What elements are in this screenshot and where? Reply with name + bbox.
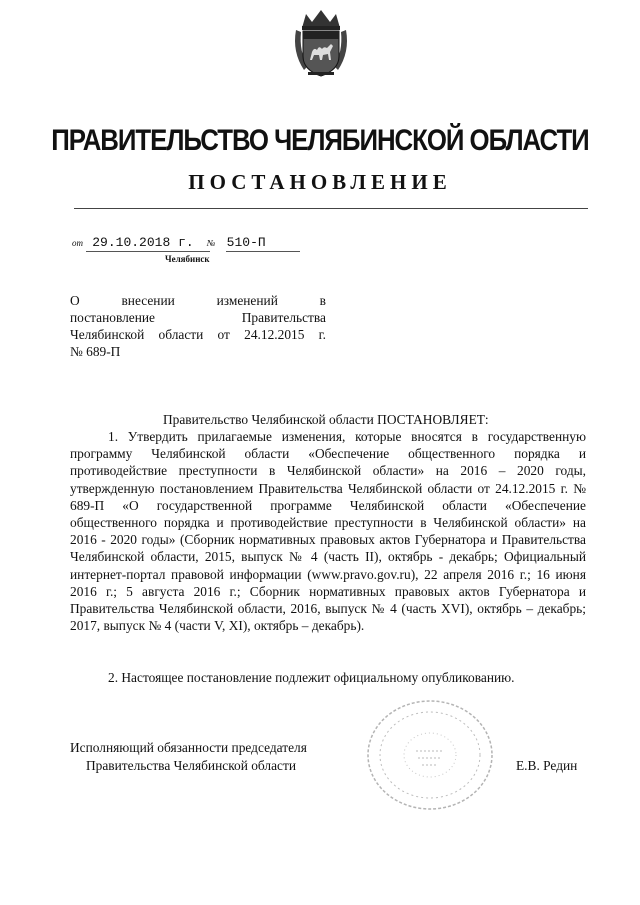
date-label: от — [72, 238, 83, 248]
number-label: № — [206, 238, 216, 248]
number-underline — [226, 251, 300, 252]
date-underline — [86, 251, 210, 252]
resolution-body — [70, 428, 586, 634]
signatory-title-line-2: Правительства Челябинской области — [86, 758, 296, 773]
date-number-line — [72, 234, 266, 250]
coat-of-arms-emblem — [290, 8, 352, 80]
city-name: Челябинск — [165, 254, 210, 264]
document-date: 29.10.2018 г. — [92, 235, 194, 250]
paragraph-2: 2. Настоящее постановление подлежит официальному опубликованию. — [108, 670, 515, 685]
subject-line: постановление Правительства — [70, 310, 326, 325]
resolution-preamble: Правительство Челябинской области ПОСТАНОВЛЯЕТ: — [163, 412, 489, 427]
document-number: 510-П — [226, 235, 266, 250]
document-type-title: ПОСТАНОВЛЕНИЕ — [188, 170, 452, 194]
subject-line: № 689-П — [70, 344, 121, 359]
document-subject — [70, 292, 326, 360]
signatory-name: Е.В. Редин — [516, 758, 578, 773]
government-title: ПРАВИТЕЛЬСТВО ЧЕЛЯБИНСКОЙ ОБЛАСТИ — [51, 124, 589, 157]
subject-line: Челябинской области от 24.12.2015 г. — [70, 327, 326, 342]
official-seal-stamp — [360, 696, 500, 814]
header-divider — [74, 208, 588, 209]
paragraph-1: 1. Утвердить прилагаемые изменения, которые вносятся в государственную программу Челябинской области «Обеспечение общественного порядка и противодействие преступности в Челябинской области» на 2016 – 2020 годы, утвержденную постановлением Правительства Челябинской области от 24.12.2015 г. № 689-П «О государственной программе Челябинской области «Обеспечение общественного порядка и противодействие преступности в Челябинской области» на 2016 - 2020 годы» (Сборник нормативных правовых актов Губернатора и Правительства Челябинской области, 2015, выпуск № 4 (часть II), октябрь - декабрь; Официальный интернет-портал правовой информации (www.pravo.gov.ru), 22 апреля 2016 г.; 16 июня 2016 г.; 5 августа 2016 г.; Сборник нормативных правовых актов Губернатора и Правительства Челябинской области, 2016, выпуск № 4 (часть XVI), октябрь – декабрь; 2017, выпуск № 4 (части V, XI), октябрь – декабрь). — [70, 429, 586, 634]
signatory-title-line-1: Исполняющий обязанности председателя — [70, 740, 307, 755]
subject-line: О внесении изменений в — [70, 293, 326, 308]
